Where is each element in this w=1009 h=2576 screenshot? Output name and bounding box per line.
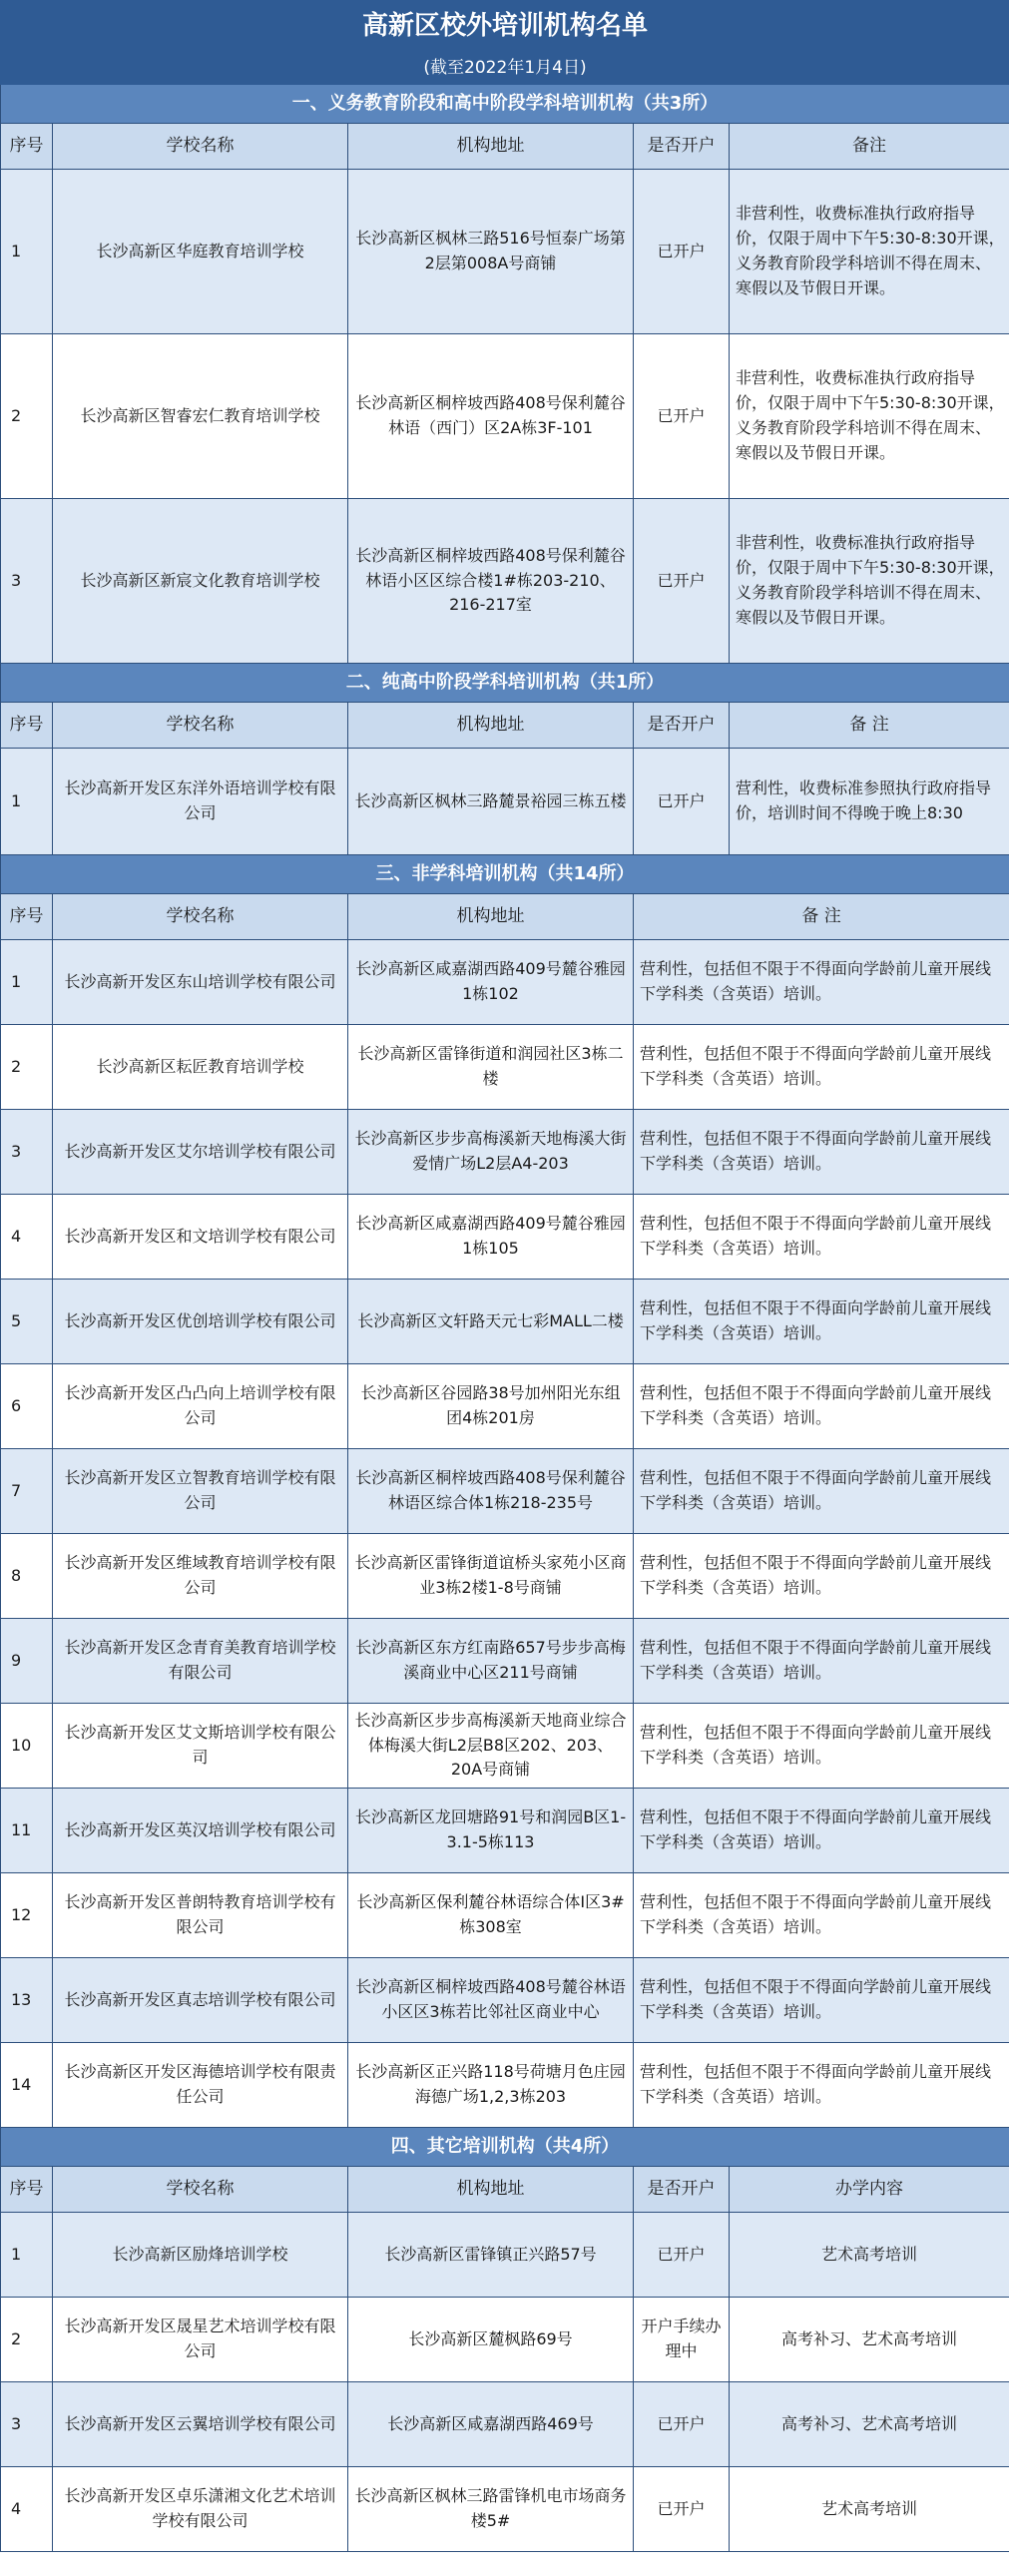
row-number: 8	[1, 1534, 53, 1619]
row-number: 7	[1, 1449, 53, 1534]
column-header: 序号	[1, 124, 53, 170]
row-number: 6	[1, 1364, 53, 1449]
row-number: 11	[1, 1789, 53, 1873]
table-row	[1, 1195, 1009, 1280]
column-header: 序号	[1, 703, 53, 749]
section-heading: 三、非学科培训机构（共14所）	[1, 855, 1009, 894]
column-header: 是否开户	[634, 2167, 730, 2213]
row-note: 营利性，包括但不限于不得面向学龄前儿童开展线下学科类（含英语）培训。	[634, 1619, 1009, 1704]
school-name: 长沙高新开发区立智教育培训学校有限公司	[53, 1449, 348, 1534]
title-row	[1, 1, 1009, 52]
column-header-row	[1, 2167, 1009, 2213]
school-address: 长沙高新区咸嘉湖西路469号	[348, 2382, 634, 2467]
row-note: 营利性，包括但不限于不得面向学龄前儿童开展线下学科类（含英语）培训。	[634, 1789, 1009, 1873]
row-note: 非营利性，收费标准执行政府指导价，仅限于周中下午5:30-8:30开课，义务教育阶段学科培训不得在周末、寒假以及节假日开课。	[730, 499, 1009, 664]
table-row	[1, 1704, 1009, 1789]
account-status: 已开户	[634, 749, 730, 855]
row-note: 非营利性，收费标准执行政府指导价，仅限于周中下午5:30-8:30开课，义务教育阶段学科培训不得在周末、寒假以及节假日开课。	[730, 170, 1009, 334]
column-header: 机构地址	[348, 124, 634, 170]
column-header: 备 注	[730, 703, 1009, 749]
row-number: 14	[1, 2043, 53, 2128]
school-address: 长沙高新区东方红南路657号步步高梅溪商业中心区211号商铺	[348, 1619, 634, 1704]
row-number: 1	[1, 170, 53, 334]
section-1	[1, 85, 1009, 664]
row-number: 5	[1, 1280, 53, 1364]
row-number: 3	[1, 1110, 53, 1195]
row-note: 艺术高考培训	[730, 2213, 1009, 2298]
column-header: 序号	[1, 894, 53, 940]
table-row	[1, 2213, 1009, 2298]
page-title: 高新区校外培训机构名单	[1, 1, 1009, 52]
row-number: 3	[1, 2382, 53, 2467]
school-address: 长沙高新区雷锋镇正兴路57号	[348, 2213, 634, 2298]
school-name: 长沙高新开发区维域教育培训学校有限公司	[53, 1534, 348, 1619]
school-address: 长沙高新区桐梓坡西路408号保利麓谷林语（西门）区2A栋3F-101	[348, 334, 634, 499]
table-row	[1, 499, 1009, 664]
column-header-row	[1, 894, 1009, 940]
section-4	[1, 2128, 1009, 2552]
column-header-row	[1, 703, 1009, 749]
account-status: 已开户	[634, 2467, 730, 2552]
school-name: 长沙高新区励烽培训学校	[53, 2213, 348, 2298]
section-heading: 四、其它培训机构（共4所）	[1, 2128, 1009, 2167]
section-heading-row	[1, 2128, 1009, 2167]
school-address: 长沙高新区咸嘉湖西路409号麓谷雅园1栋105	[348, 1195, 634, 1280]
school-name: 长沙高新开发区真志培训学校有限公司	[53, 1958, 348, 2043]
table-row	[1, 2382, 1009, 2467]
row-note: 高考补习、艺术高考培训	[730, 2382, 1009, 2467]
row-number: 9	[1, 1619, 53, 1704]
school-name: 长沙高新开发区晟星艺术培训学校有限公司	[53, 2298, 348, 2382]
school-name: 长沙高新开发区云翼培训学校有限公司	[53, 2382, 348, 2467]
school-address: 长沙高新区雷锋街道谊桥头家苑小区商业3栋2楼1-8号商铺	[348, 1534, 634, 1619]
section-heading: 一、义务教育阶段和高中阶段学科培训机构（共3所）	[1, 85, 1009, 124]
table-row	[1, 1534, 1009, 1619]
school-address: 长沙高新区枫林三路516号恒泰广场第2层第008A号商铺	[348, 170, 634, 334]
table-row	[1, 940, 1009, 1025]
row-number: 1	[1, 940, 53, 1025]
row-note: 营利性，包括但不限于不得面向学龄前儿童开展线下学科类（含英语）培训。	[634, 940, 1009, 1025]
school-name: 长沙高新区智睿宏仁教育培训学校	[53, 334, 348, 499]
section-2	[1, 664, 1009, 855]
account-status: 已开户	[634, 499, 730, 664]
table-row	[1, 2043, 1009, 2128]
account-status: 已开户	[634, 334, 730, 499]
section-heading-row	[1, 85, 1009, 124]
table-row	[1, 1873, 1009, 1958]
school-address: 长沙高新区麓枫路69号	[348, 2298, 634, 2382]
school-address: 长沙高新区桐梓坡西路408号麓谷林语小区区3栋若比邻社区商业中心	[348, 1958, 634, 2043]
row-note: 营利性，包括但不限于不得面向学龄前儿童开展线下学科类（含英语）培训。	[634, 1534, 1009, 1619]
table-row	[1, 1280, 1009, 1364]
school-address: 长沙高新区步步高梅溪新天地梅溪大街爱情广场L2层A4-203	[348, 1110, 634, 1195]
table-row	[1, 1364, 1009, 1449]
row-note: 营利性，包括但不限于不得面向学龄前儿童开展线下学科类（含英语）培训。	[634, 1025, 1009, 1110]
table-row	[1, 1958, 1009, 2043]
table-row	[1, 1025, 1009, 1110]
column-header: 机构地址	[348, 2167, 634, 2213]
row-note: 营利性，收费标准参照执行政府指导价，培训时间不得晚于晚上8:30	[730, 749, 1009, 855]
table-row	[1, 2467, 1009, 2552]
row-number: 4	[1, 1195, 53, 1280]
row-note: 营利性，包括但不限于不得面向学龄前儿童开展线下学科类（含英语）培训。	[634, 1873, 1009, 1958]
row-number: 10	[1, 1704, 53, 1789]
school-address: 长沙高新区保利麓谷林语综合体I区3#栋308室	[348, 1873, 634, 1958]
column-header: 学校名称	[53, 894, 348, 940]
row-note: 艺术高考培训	[730, 2467, 1009, 2552]
school-address: 长沙高新区雷锋街道和润园社区3栋二楼	[348, 1025, 634, 1110]
school-name: 长沙高新开发区英汉培训学校有限公司	[53, 1789, 348, 1873]
row-note: 营利性，包括但不限于不得面向学龄前儿童开展线下学科类（含英语）培训。	[634, 1280, 1009, 1364]
section-heading-row	[1, 855, 1009, 894]
row-number: 2	[1, 2298, 53, 2382]
column-header: 办学内容	[730, 2167, 1009, 2213]
column-header: 是否开户	[634, 124, 730, 170]
school-address: 长沙高新区步步高梅溪新天地商业综合体梅溪大街L2层B8区202、203、20A号商铺	[348, 1704, 634, 1789]
row-note: 营利性，包括但不限于不得面向学龄前儿童开展线下学科类（含英语）培训。	[634, 1110, 1009, 1195]
date-subtitle: (截至2022年1月4日)	[1, 52, 1009, 85]
table-row	[1, 1619, 1009, 1704]
table-row	[1, 2298, 1009, 2382]
table-row	[1, 1449, 1009, 1534]
column-header: 备 注	[634, 894, 1009, 940]
school-name: 长沙高新开发区东山培训学校有限公司	[53, 940, 348, 1025]
school-name: 长沙高新区开发区海德培训学校有限责任公司	[53, 2043, 348, 2128]
table-row	[1, 749, 1009, 855]
row-number: 13	[1, 1958, 53, 2043]
school-address: 长沙高新区桐梓坡西路408号保利麓谷林语小区区综合楼1#栋203-210、216-217室	[348, 499, 634, 664]
table-row	[1, 1789, 1009, 1873]
school-name: 长沙高新区耘匠教育培训学校	[53, 1025, 348, 1110]
row-number: 4	[1, 2467, 53, 2552]
school-name: 长沙高新开发区东洋外语培训学校有限公司	[53, 749, 348, 855]
account-status: 开户手续办理中	[634, 2298, 730, 2382]
column-header-row	[1, 124, 1009, 170]
school-address: 长沙高新区文轩路天元七彩MALL二楼	[348, 1280, 634, 1364]
column-header: 学校名称	[53, 703, 348, 749]
column-header: 机构地址	[348, 703, 634, 749]
column-header: 序号	[1, 2167, 53, 2213]
column-header: 备注	[730, 124, 1009, 170]
school-address: 长沙高新区谷园路38号加州阳光东组团4栋201房	[348, 1364, 634, 1449]
row-note: 高考补习、艺术高考培训	[730, 2298, 1009, 2382]
table-row	[1, 170, 1009, 334]
date-row	[1, 52, 1009, 85]
school-name: 长沙高新开发区普朗特教育培训学校有限公司	[53, 1873, 348, 1958]
school-address: 长沙高新区枫林三路雷锋机电市场商务楼5#	[348, 2467, 634, 2552]
account-status: 已开户	[634, 2213, 730, 2298]
section-heading: 二、纯高中阶段学科培训机构（共1所）	[1, 664, 1009, 703]
school-address: 长沙高新区枫林三路麓景裕园三栋五楼	[348, 749, 634, 855]
row-note: 营利性，包括但不限于不得面向学龄前儿童开展线下学科类（含英语）培训。	[634, 1449, 1009, 1534]
school-name: 长沙高新开发区凸凸向上培训学校有限公司	[53, 1364, 348, 1449]
table-row	[1, 1110, 1009, 1195]
section-3	[1, 855, 1009, 2128]
column-header: 学校名称	[53, 124, 348, 170]
school-name: 长沙高新开发区和文培训学校有限公司	[53, 1195, 348, 1280]
row-number: 12	[1, 1873, 53, 1958]
school-address: 长沙高新区咸嘉湖西路409号麓谷雅园1栋102	[348, 940, 634, 1025]
table-row	[1, 334, 1009, 499]
school-address: 长沙高新区正兴路118号荷塘月色庄园海德广场1,2,3栋203	[348, 2043, 634, 2128]
account-status: 已开户	[634, 170, 730, 334]
school-name: 长沙高新开发区优创培训学校有限公司	[53, 1280, 348, 1364]
column-header: 学校名称	[53, 2167, 348, 2213]
row-number: 1	[1, 2213, 53, 2298]
row-note: 营利性，包括但不限于不得面向学龄前儿童开展线下学科类（含英语）培训。	[634, 1364, 1009, 1449]
column-header: 机构地址	[348, 894, 634, 940]
row-note: 非营利性，收费标准执行政府指导价，仅限于周中下午5:30-8:30开课，义务教育阶段学科培训不得在周末、寒假以及节假日开课。	[730, 334, 1009, 499]
row-note: 营利性，包括但不限于不得面向学龄前儿童开展线下学科类（含英语）培训。	[634, 1195, 1009, 1280]
school-name: 长沙高新开发区艾尔培训学校有限公司	[53, 1110, 348, 1195]
row-note: 营利性，包括但不限于不得面向学龄前儿童开展线下学科类（含英语）培训。	[634, 1958, 1009, 2043]
school-name: 长沙高新开发区卓乐潇湘文化艺术培训学校有限公司	[53, 2467, 348, 2552]
row-number: 1	[1, 749, 53, 855]
row-number: 2	[1, 334, 53, 499]
row-note: 营利性，包括但不限于不得面向学龄前儿童开展线下学科类（含英语）培训。	[634, 1704, 1009, 1789]
school-name: 长沙高新开发区念青育美教育培训学校有限公司	[53, 1619, 348, 1704]
school-address: 长沙高新区桐梓坡西路408号保利麓谷林语区综合体1栋218-235号	[348, 1449, 634, 1534]
section-heading-row	[1, 664, 1009, 703]
column-header: 是否开户	[634, 703, 730, 749]
school-name: 长沙高新区华庭教育培训学校	[53, 170, 348, 334]
school-name: 长沙高新区新宸文化教育培训学校	[53, 499, 348, 664]
row-number: 3	[1, 499, 53, 664]
row-note: 营利性，包括但不限于不得面向学龄前儿童开展线下学科类（含英语）培训。	[634, 2043, 1009, 2128]
row-number: 2	[1, 1025, 53, 1110]
school-name: 长沙高新开发区艾文斯培训学校有限公司	[53, 1704, 348, 1789]
school-address: 长沙高新区龙回塘路91号和润园B区1-3.1-5栋113	[348, 1789, 634, 1873]
account-status: 已开户	[634, 2382, 730, 2467]
